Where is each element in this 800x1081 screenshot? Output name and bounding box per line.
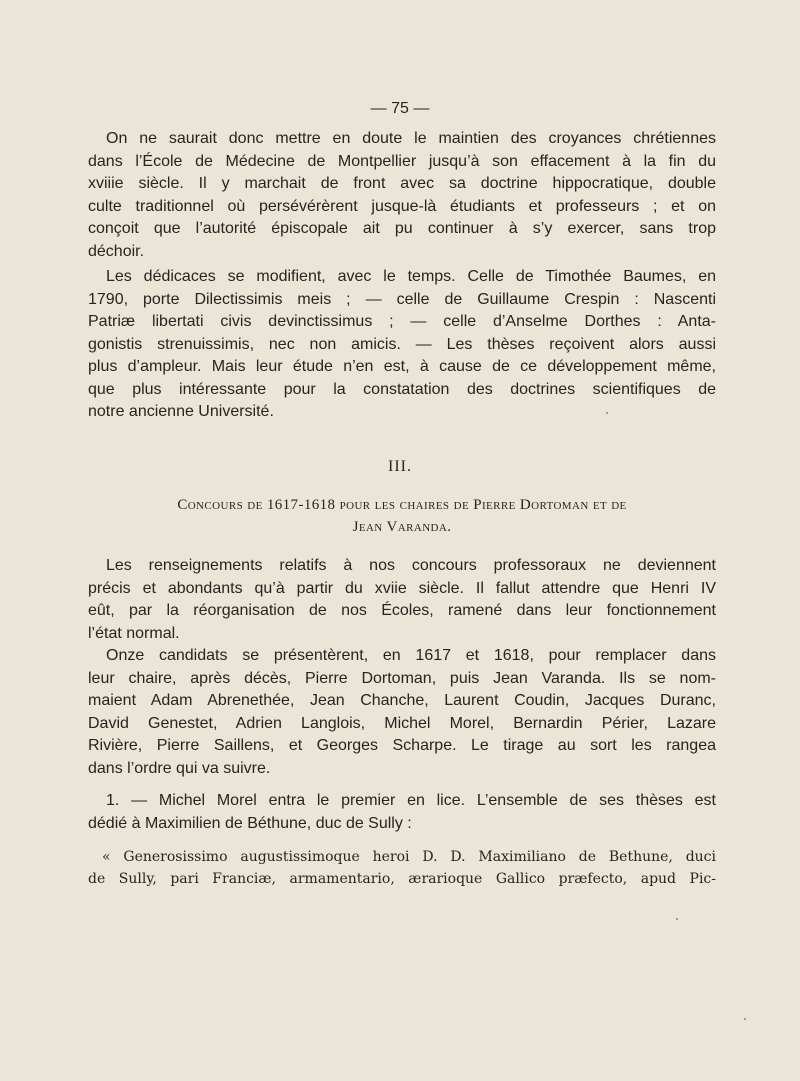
paragraph-line: gonistis strenuissimis, nec non amicis. — Les thèses reçoivent alors aussi bbox=[88, 335, 716, 353]
paragraph-line: que plus intéressante pour la constatation des doctrines scientifiques de bbox=[88, 380, 716, 398]
paragraph-line: David Genestet, Adrien Langlois, Michel Morel, Bernardin Périer, Lazare bbox=[88, 714, 716, 732]
latin-quotation bbox=[88, 846, 716, 890]
section-title-line: Jean Varanda. bbox=[352, 519, 452, 535]
paragraph-line: précis et abondants qu’à partir du xviie siècle. Il fallut attendre que Henri IV bbox=[88, 579, 716, 597]
paragraph-4 bbox=[88, 645, 716, 780]
paragraph-line: xviiie siècle. Il y marchait de front avec sa doctrine hippocratique, double bbox=[88, 175, 716, 192]
paragraph-line: Les dédicaces se modifient, avec le temps. Celle de Timothée Baumes, en bbox=[106, 268, 716, 285]
quotation-line: de Sully, pari Franciæ, armamentario, ærarioque Gallico præfecto, apud Pic- bbox=[88, 871, 716, 887]
paragraph-line: 1. — Michel Morel entra le premier en lice. L’ensemble de ses thèses est bbox=[106, 792, 716, 809]
paragraph-2 bbox=[88, 266, 716, 424]
paragraph-line: Les renseignements relatifs à nos concours professoraux ne deviennent bbox=[106, 557, 716, 574]
paragraph-line: eût, par la réorganisation de nos Écoles, ramené dans leur fonctionnement bbox=[88, 602, 716, 619]
paragraph-line: Patriæ libertati civis devinctissimus ; — celle d’Anselme Dorthes : Anta- bbox=[88, 313, 716, 330]
paragraph-line: dans l’ordre qui va suivre. bbox=[88, 759, 271, 777]
paragraph-line: déchoir. bbox=[88, 242, 145, 260]
paragraph-5 bbox=[88, 790, 716, 835]
paper-speck bbox=[676, 918, 678, 920]
paragraph-line: culte traditionnel où persévérèrent jusque-là étudiants et professeurs ; et on bbox=[88, 197, 716, 215]
paragraph-line: notre ancienne Université. bbox=[88, 403, 274, 420]
paragraph-line: dédié à Maximilien de Béthune, duc de Sully : bbox=[88, 814, 412, 832]
paragraph-line: Onze candidats se présentèrent, en 1617 et 1618, pour remplacer dans bbox=[106, 647, 716, 664]
section-title bbox=[88, 494, 716, 538]
quotation-line: « Generosissimo augustissimoque heroi D. D. Maximiliano de Bethune, duci bbox=[102, 849, 716, 865]
page-number: — 75 — bbox=[370, 100, 430, 117]
paragraph-line: conçoit que l’autorité épiscopale ait pu continuer à s’y exercer, sans trop bbox=[88, 220, 716, 237]
paragraph-line: plus d’ampleur. Mais leur étude n’en est, à cause de ce développement même, bbox=[88, 358, 716, 375]
paragraph-line: l’état normal. bbox=[88, 624, 180, 642]
paragraph-3 bbox=[88, 555, 716, 645]
paragraph-line: Rivière, Pierre Saillens, et Georges Scharpe. Le tirage au sort les rangea bbox=[88, 737, 716, 754]
paragraph-line: 1790, porte Dilectissimis meis ; — celle de Guillaume Crespin : Nascenti bbox=[88, 290, 716, 308]
paper-speck bbox=[744, 1018, 746, 1020]
section-number: III. bbox=[388, 458, 412, 475]
paragraph-line: maient Adam Abrenethée, Jean Chanche, Laurent Coudin, Jacques Duranc, bbox=[88, 692, 716, 709]
paper-speck bbox=[606, 412, 608, 414]
paragraph-line: On ne saurait donc mettre en doute le maintien des croyances chrétiennes bbox=[106, 130, 716, 147]
paragraph-line: dans l’École de Médecine de Montpellier jusqu’à son effacement à la fin du bbox=[88, 152, 716, 170]
paragraph-1 bbox=[88, 128, 716, 263]
section-title-line: Concours de 1617-1618 pour les chaires de Pierre Dortoman et de bbox=[177, 497, 627, 513]
paragraph-line: leur chaire, après décès, Pierre Dortoman, puis Jean Varanda. Ils se nom- bbox=[88, 669, 716, 687]
